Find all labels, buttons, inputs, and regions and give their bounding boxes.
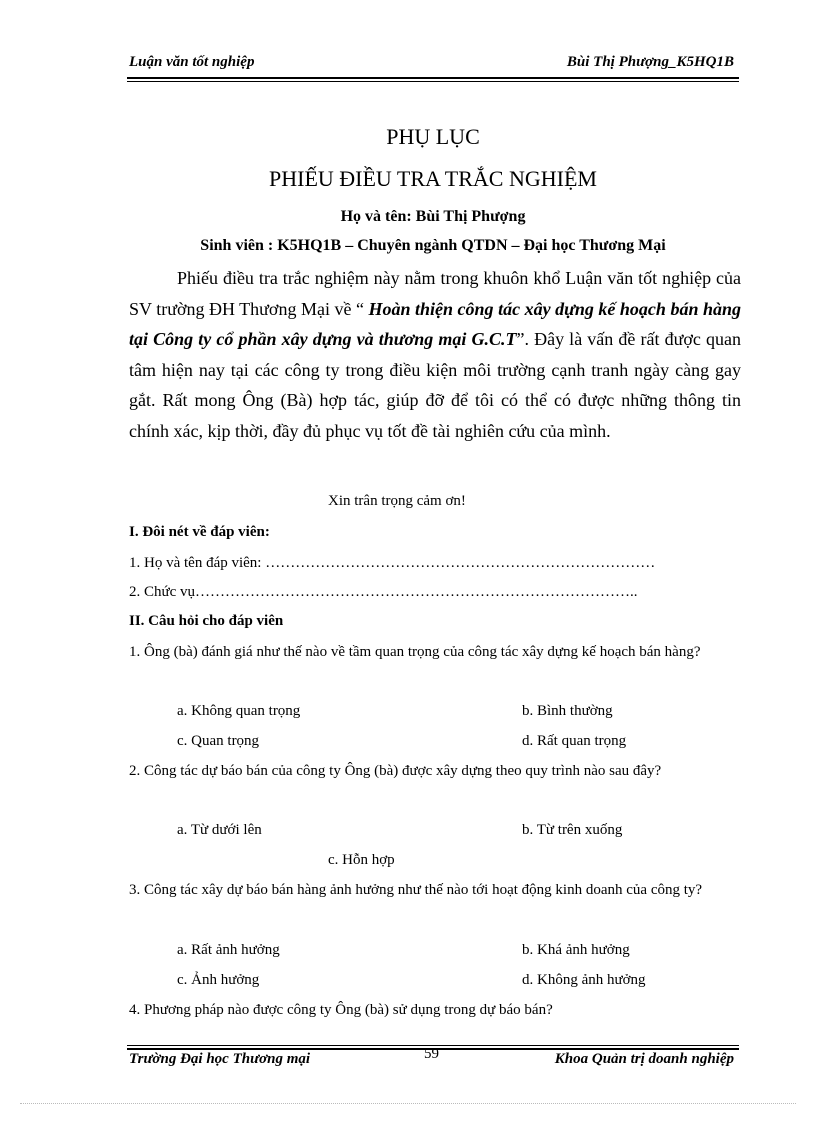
- intro-part2: ”. Đây là vấn đề rất được quan tâm hiện nay tại các công ty trong điều kiện môi trường cạnh tranh ngày càng gay gắt. Rất mong Ông (Bà) hợp tác, giúp đỡ để tôi có thể có được những thông tin chính xác, kịp thời, đầy đủ phục vụ tốt đề tài nghiên cứu của mình.: [129, 329, 741, 441]
- author-student-info: Sinh viên : K5HQ1B – Chuyên ngành QTDN – Đại học Thương Mại: [200, 237, 666, 254]
- thanks-line: Xin trân trọng cảm ơn!: [328, 493, 466, 509]
- header-right: Bùi Thị Phượng_K5HQ1B: [566, 54, 734, 70]
- respondent-name-line: 1. Họ và tên đáp viên: ……………………………………………………………………: [129, 555, 656, 571]
- q2-option-b: b. Từ trên xuống: [522, 822, 623, 838]
- intro-paragraph: [129, 263, 741, 446]
- q1-option-d: d. Rất quan trọng: [522, 733, 627, 749]
- author-name: Họ và tên: Bùi Thị Phượng: [340, 208, 526, 225]
- q3-option-a: a. Rất ảnh hưởng: [177, 942, 280, 958]
- intro-part1: Phiếu điều tra trắc nghiệm này nằm trong khuôn khổ Luận văn tốt nghiệp của SV trường ĐH Thương Mại về “: [129, 268, 741, 319]
- q3-option-c: c. Ảnh hưởng: [177, 972, 260, 988]
- intro-topic: Hoàn thiện công tác xây dựng kế hoạch bán hàng tại Công ty cổ phần xây dựng và thương mại G.C.T: [129, 298, 741, 349]
- header-rule: [127, 77, 739, 79]
- q1-option-a: a. Không quan trọng: [177, 703, 301, 719]
- header-rule-thin: [127, 81, 739, 82]
- q2-option-a: a. Từ dưới lên: [177, 822, 262, 838]
- footer-left: Trường Đại học Thương mại: [129, 1051, 311, 1067]
- respondent-position-line: 2. Chức vụ……………………………………………………………………………..: [129, 584, 638, 600]
- header-left: Luận văn tốt nghiệp: [129, 54, 255, 70]
- q2-option-c: c. Hỗn hợp: [328, 852, 395, 868]
- appendix-title: PHỤ LỤC: [386, 124, 480, 149]
- footer-right: Khoa Quản trị doanh nghiệp: [554, 1051, 734, 1067]
- question-1: 1. Ông (bà) đánh giá như thế nào về tầm quan trọng của công tác xây dựng kế hoạch bán hàng?: [129, 644, 701, 660]
- q3-option-b: b. Khá ảnh hưởng: [522, 942, 630, 958]
- section2-title: II. Câu hỏi cho đáp viên: [129, 613, 284, 629]
- survey-title: PHIẾU ĐIỀU TRA TRẮC NGHIỆM: [269, 166, 597, 191]
- q1-option-c: c. Quan trọng: [177, 733, 260, 749]
- question-3: 3. Công tác xây dự báo bán hàng ảnh hưởng như thế nào tới hoạt động kinh doanh của công ty?: [129, 882, 703, 898]
- q1-option-b: b. Bình thường: [522, 703, 613, 719]
- page-number: 59: [424, 1046, 439, 1062]
- question-2: 2. Công tác dự báo bán của công ty Ông (bà) được xây dựng theo quy trình nào sau đây?: [129, 763, 662, 779]
- q3-option-d: d. Không ảnh hưởng: [522, 972, 646, 988]
- section1-title: I. Đôi nét về đáp viên:: [129, 524, 270, 540]
- question-4: 4. Phương pháp nào được công ty Ông (bà) sử dụng trong dự báo bán?: [129, 1002, 553, 1018]
- page-edge-divider: [20, 1103, 796, 1104]
